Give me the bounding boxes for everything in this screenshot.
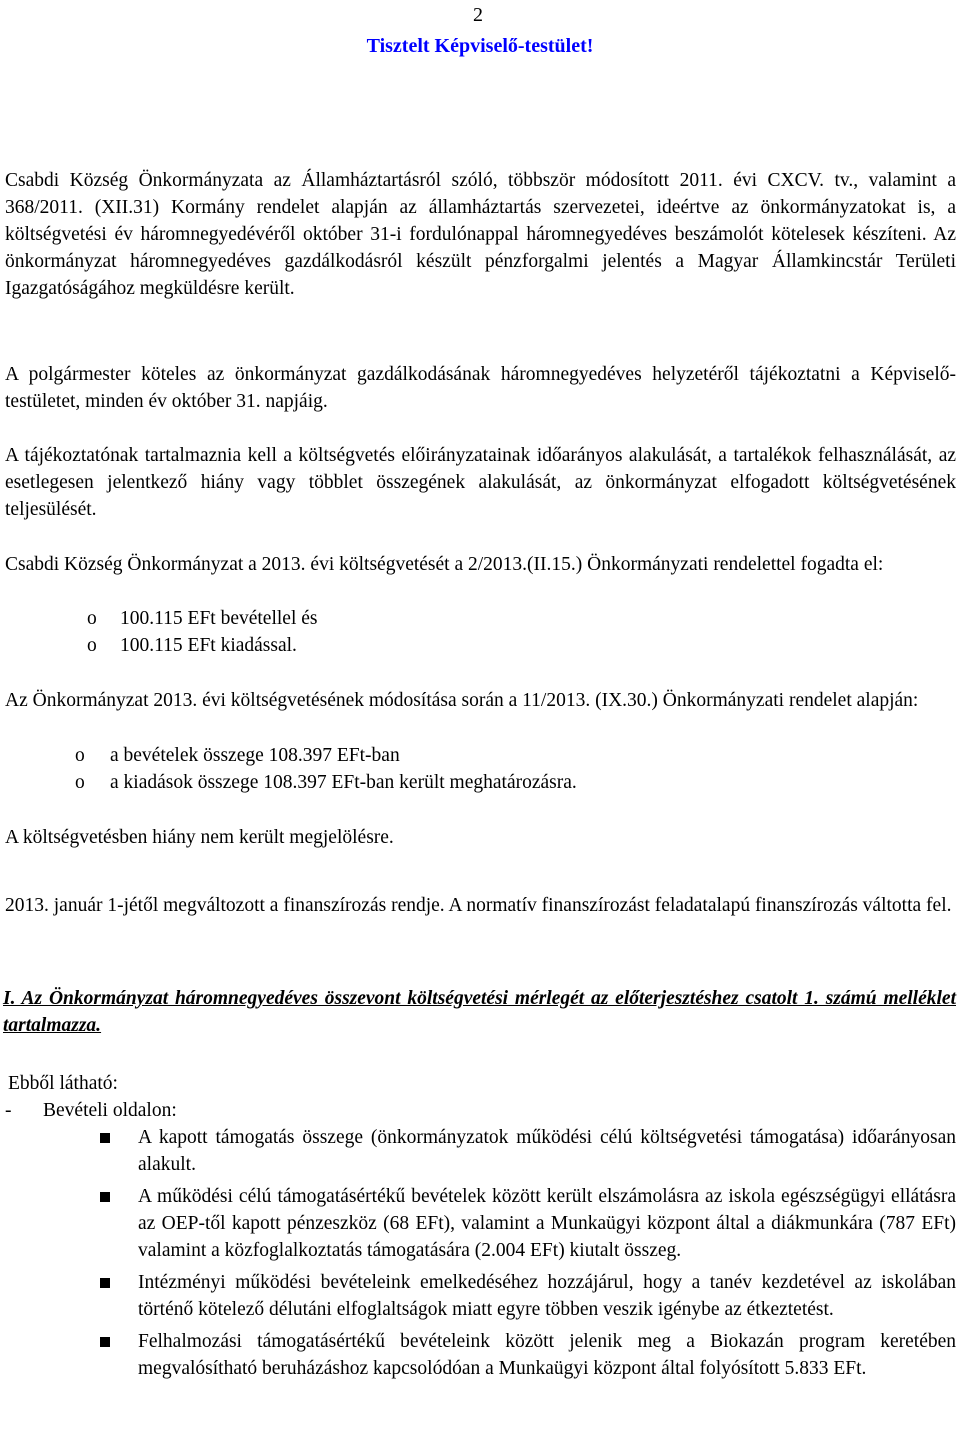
list-marker: o [87, 608, 97, 629]
revenue-side-item [5, 1097, 405, 1124]
bullet-item [98, 1124, 956, 1178]
no-deficit-paragraph: A költségvetésben hiány nem került megjelölésre. [5, 827, 394, 848]
list-marker: o [75, 772, 85, 793]
revenue-side-label: Bevételi oldalon: [43, 1100, 177, 1121]
bullet-text: Intézményi működési bevételeink emelkedéséhez hozzájárul, hogy a tanév kezdetével az iskolában történő kötelező délutáni elfoglaltságok miatt egyre többen veszik igénybe az étkeztetést. [138, 1272, 956, 1320]
list-item [87, 605, 587, 632]
bullet-text: A működési célú támogatásértékű bevételek között került elszámolásra az iskola egészségügyi ellátásra az OEP-től kapott pénzeszköz (68 EFt), valamint a Munkaügyi központ által a diákmunkára (787 EFt) valamint a közfoglalkoztatás támogatására (2.004 EFt) kiutalt összeg. [138, 1186, 956, 1261]
list-item-text: a kiadások összege 108.397 EFt-ban került meghatározásra. [110, 772, 577, 793]
square-bullet-icon [100, 1192, 110, 1202]
bullet-item [98, 1183, 956, 1264]
bullet-text: A kapott támogatás összege (önkormányzatok működési célú költségvetési támogatása) időarányosan alakult. [138, 1127, 956, 1175]
dash-marker: - [5, 1100, 12, 1121]
square-bullet-icon [100, 1337, 110, 1347]
list-item-text: 100.115 EFt bevétellel és [120, 608, 318, 629]
financing-paragraph: 2013. január 1-jétől megváltozott a finanszírozás rendje. A normatív finanszírozást feladatalapú finanszírozás váltotta fel. [5, 895, 952, 916]
page-title: Tisztelt Képviselő-testület! [366, 35, 594, 57]
list-marker: o [87, 635, 97, 656]
modification-paragraph: Az Önkormányzat 2013. évi költségvetésének módosítása során a 11/2013. (IX.30.) Önkormányzati rendelet alapján: [5, 690, 919, 711]
list-item [75, 742, 775, 769]
square-bullet-icon [100, 1133, 110, 1143]
bullet-item [98, 1269, 956, 1323]
revenue-bullets [98, 1124, 956, 1387]
bullet-item [98, 1328, 956, 1382]
page-number: 2 [473, 4, 483, 26]
list-item [75, 769, 775, 796]
mayor-paragraph: A polgármester köteles az önkormányzat gazdálkodásának háromnegyedéves helyzetéről tájékoztatni a Képviselő-testületet, minden év október 31. napjáig. [5, 364, 956, 412]
intro-paragraph: Csabdi Község Önkormányzata az Államháztartásról szóló, többször módosított 2011. évi CXCV. tv., valamint a 368/2011. (XII.31) Kormány rendelet alapján az államháztartás szervezetei, ideértve az önkormányzatokat is, a költségvetési év háromnegyedévéről október 31-i fordulónappal háromnegyedéves beszámolót kötelesek készíteni. Az önkormányzat háromnegyedéves gazdálkodásról készült pénzforgalmi jelentés a Magyar Államkincstár Területi Igazgatóságához megküldésre került. [5, 170, 956, 299]
list-item-text: 100.115 EFt kiadással. [120, 635, 297, 656]
budget-2013-paragraph: Csabdi Község Önkormányzat a 2013. évi költségvetését a 2/2013.(II.15.) Önkormányzati rendelettel fogadta el: [5, 554, 884, 575]
bullet-text: Felhalmozási támogatásértékű bevételeink között jelenik meg a Biokazán program keretében megvalósítható beruházáshoz kapcsolódóan a Munkaügyi központ által folyósított 5.833 EFt. [138, 1331, 956, 1379]
list-item [87, 632, 587, 659]
list-item-text: a bevételek összege 108.397 EFt-ban [110, 745, 400, 766]
budget-list [87, 605, 587, 659]
modification-list [75, 742, 775, 796]
section-heading: I. Az Önkormányzat háromnegyedéves összevont költségvetési mérlegét az előterjesztéshez csatolt 1. számú melléklet tartalmazza. [3, 988, 956, 1036]
list-marker: o [75, 745, 85, 766]
square-bullet-icon [100, 1278, 110, 1288]
info-content-paragraph: A tájékoztatónak tartalmaznia kell a költségvetés előirányzatainak időarányos alakulását, a tartalékok felhasználását, az esetlegesen jelentkező hiány vagy többlet összegének alakulását, az önkormányzat elfogadott költségvetésének teljesülését. [5, 445, 956, 520]
visible-intro: Ebből látható: [8, 1073, 118, 1094]
